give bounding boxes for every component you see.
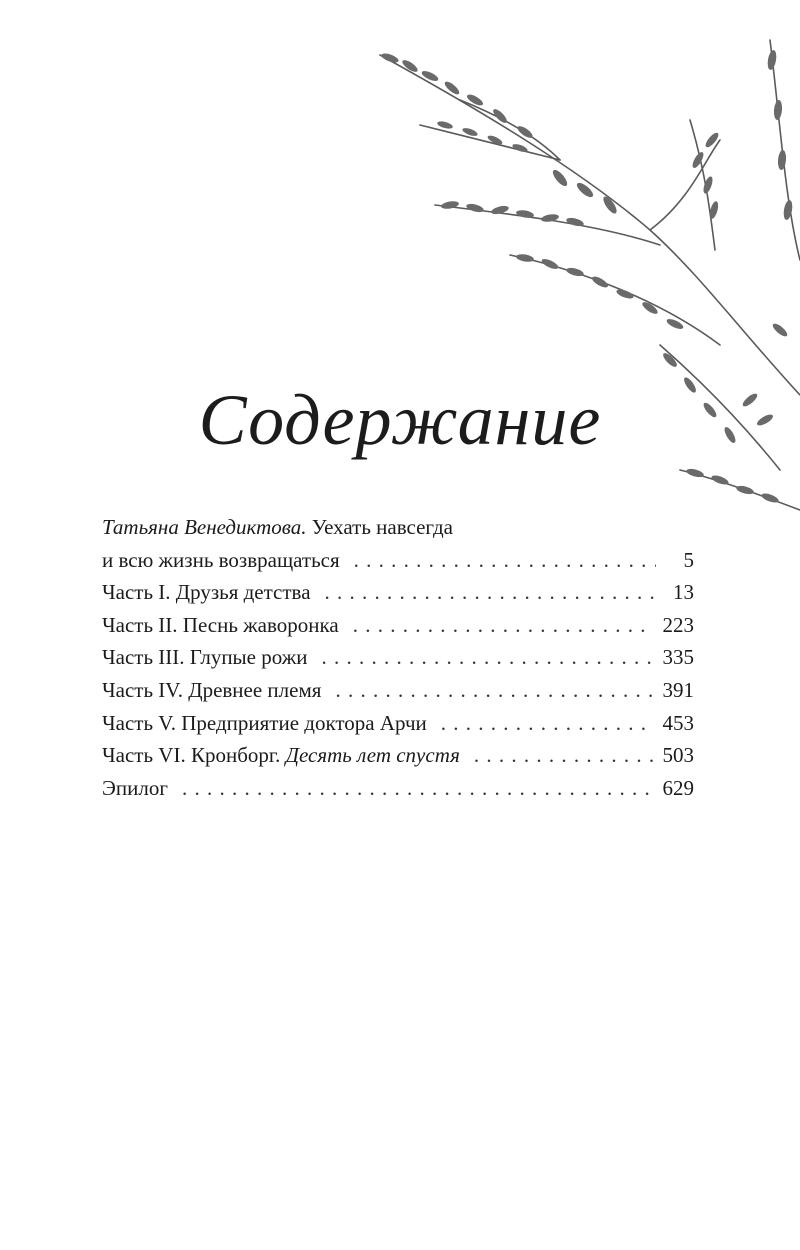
- toc-entry-label: Часть VI. Кронборг.: [102, 743, 286, 768]
- toc-entry-label: Часть III. Глупые рожи: [102, 645, 308, 670]
- toc-entry[interactable]: [102, 707, 694, 740]
- toc-entry[interactable]: [102, 641, 694, 674]
- table-of-contents: [102, 511, 694, 804]
- toc-page-number: 223: [662, 612, 694, 637]
- toc-page-number: 335: [662, 645, 694, 670]
- toc-page-number: 391: [662, 677, 694, 702]
- toc-entry-label: Часть IV. Древнее племя: [102, 677, 322, 702]
- toc-page-number: 5: [683, 547, 694, 572]
- toc-dot-leader: [441, 707, 653, 740]
- toc-dot-leader: [335, 674, 652, 707]
- toc-entry-label: Эпилог: [102, 775, 168, 800]
- toc-entry[interactable]: [102, 576, 694, 609]
- toc-intro-title-line2: и всю жизнь возвращаться: [102, 547, 340, 572]
- toc-dot-leader: [321, 641, 652, 674]
- toc-entry-label: Часть V. Предприятие доктора Арчи: [102, 710, 427, 735]
- toc-entry[interactable]: [102, 609, 694, 642]
- toc-entry[interactable]: [102, 674, 694, 707]
- toc-entry-label: Часть II. Песнь жаворонка: [102, 612, 339, 637]
- toc-entry-label-italic: Десять лет спустя: [285, 743, 460, 768]
- toc-page-number: 629: [662, 775, 694, 800]
- toc-entry-label: Часть I. Друзья детства: [102, 580, 311, 605]
- toc-page-number: 13: [673, 580, 694, 605]
- toc-page-number: 503: [662, 743, 694, 768]
- toc-dot-leader: [182, 772, 653, 805]
- toc-dot-leader: [325, 576, 656, 609]
- toc-dot-leader: [353, 609, 653, 642]
- toc-entry[interactable]: [102, 772, 694, 805]
- toc-intro-line-1: [102, 511, 694, 544]
- toc-intro-author: Татьяна Венедиктова.: [102, 515, 307, 539]
- toc-dot-leader: [354, 544, 656, 577]
- toc-intro-title-line1: Уехать навсегда: [306, 515, 453, 539]
- toc-entry[interactable]: [102, 739, 694, 772]
- toc-page-number: 453: [662, 710, 694, 735]
- toc-intro-line-2[interactable]: [102, 544, 694, 577]
- page-title: Содержание: [198, 380, 602, 460]
- toc-dot-leader: [474, 739, 653, 772]
